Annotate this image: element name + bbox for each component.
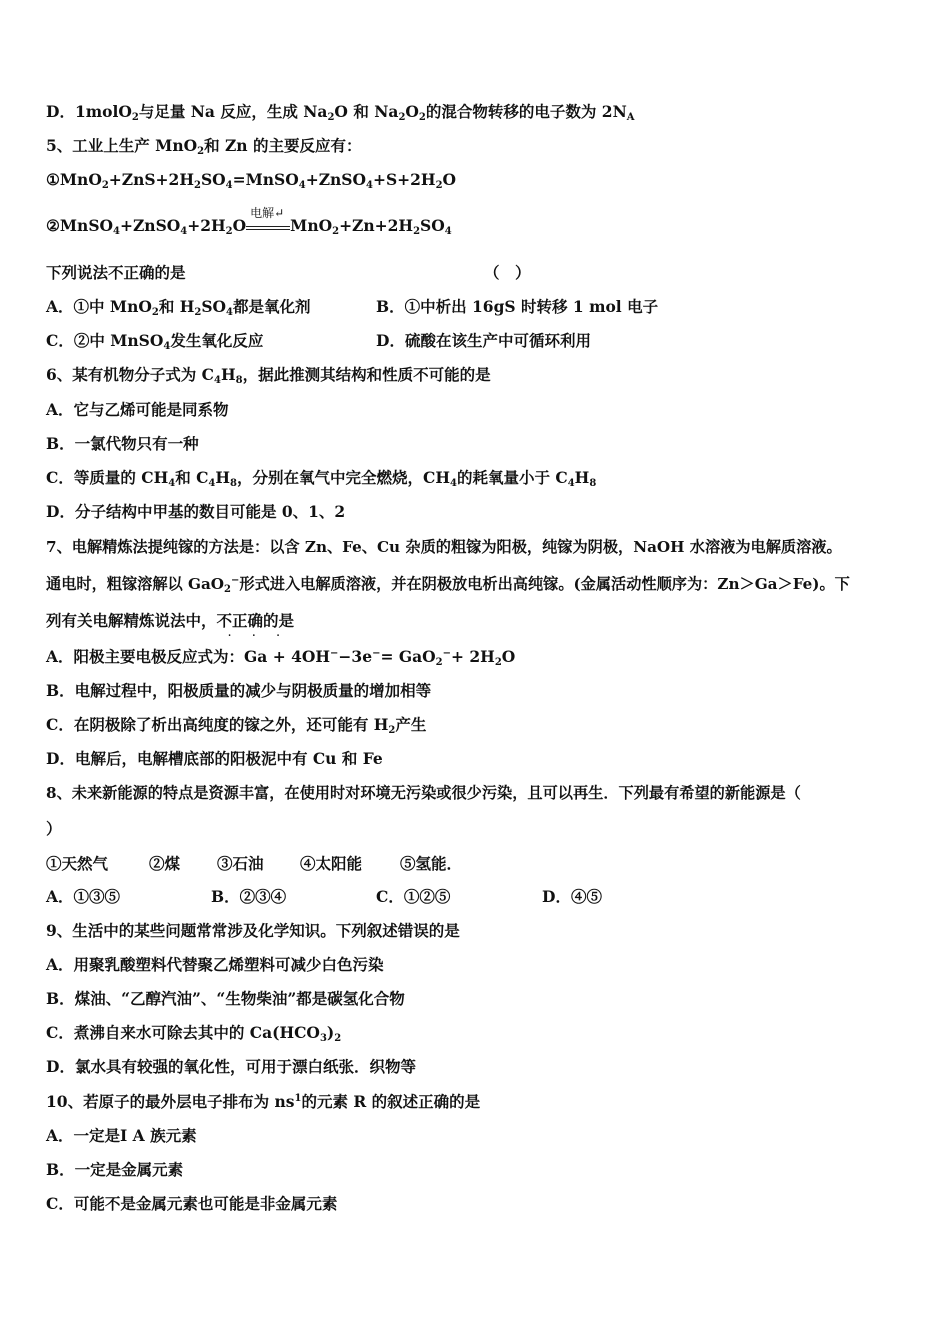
q7-stem-line1: 7、电解精炼法提纯镓的方法是：以含 Zn、Fe、Cu 杂质的粗镓为阳极，纯镓为阴极，NaOH 水溶液为电解质溶液。: [46, 538, 842, 556]
q10-option-b: B．一定是金属元素: [46, 1160, 184, 1179]
answer-paren: （ ）: [484, 263, 531, 282]
q6-option-a: A．它与乙烯可能是同系物: [46, 400, 229, 419]
q8-stem-line1: 8、未来新能源的特点是资源丰富，在使用时对环境无污染或很少污染，且可以再生．下列最有希望的新能源是（: [46, 784, 801, 802]
q6-stem: 6、某有机物分子式为 $C_4H_8$，据此推测其结构和性质不可能的是: [46, 365, 491, 386]
q6-option-b: B．一氯代物只有一种: [46, 434, 199, 453]
q8-option-c: C．①②⑤: [376, 887, 451, 906]
reaction-2: $②MnSO_4+ZnSO_4+2H_2O$ 电解↵ $MnO_2+Zn+2H_2SO_4$: [46, 216, 452, 237]
electrolysis-label: 电解↵: [250, 206, 285, 220]
q4-option-d: D．1molO$_2$与足量 Na 反应，生成 $Na_2O$ 和 $Na_2O_2$的混合物转移的电子数为 $2N_A$: [46, 102, 635, 123]
q6-option-d: D．分子结构中甲基的数目可能是 0、1、2: [46, 502, 346, 521]
q9-option-a: A．用聚乳酸塑料代替聚乙烯塑料可减少白色污染: [46, 955, 384, 974]
emphasis-dots: . . .: [228, 629, 289, 639]
q7-stem-line2: 通电时，粗镓溶解以 GaO$_2$−形式进入电解质溶液，并在阴极放电析出高纯镓。(金属活动性顺序为：Zn＞Ga＞Fe)。下: [46, 575, 850, 595]
q5-options-ab: [46, 297, 906, 317]
q5-option-a: A．①中 MnO$_2$和 $H_2SO_4$都是氧化剂: [46, 297, 311, 318]
q10-option-a: A．一定是Ⅰ A 族元素: [46, 1126, 197, 1145]
q8-item-4: ④太阳能: [300, 854, 363, 873]
q7-stem-line3: 列有关电解精炼说法中，不正确的是: [46, 611, 295, 630]
q5-option-c: C．②中 MnSO$_4$发生氧化反应: [46, 331, 264, 352]
q8-option-d: D．④⑤: [542, 887, 602, 906]
q10-stem: 10、若原子的最外层电子排布为 $ns^1$的元素 R 的叙述正确的是: [46, 1092, 481, 1111]
q9-option-b: B．煤油、“乙醇汽油”、“生物柴油”都是碳氢化合物: [46, 989, 405, 1008]
q8-item-3: ③石油: [217, 854, 264, 873]
q9-stem: 9、生活中的某些问题常常涉及化学知识。下列叙述错误的是: [46, 921, 460, 940]
q5-option-b: B．①中析出 16gS 时转移 1 mol 电子: [376, 297, 659, 316]
q7-option-a: A．阳极主要电极反应式为：$Ga + 4OH^--3e^-= GaO_2^-+ 2H_2O$: [46, 647, 516, 668]
q8-item-2: ②煤: [149, 854, 181, 873]
q10-option-c: C．可能不是金属元素也可能是非金属元素: [46, 1194, 338, 1213]
q8-option-a: A．①③⑤: [46, 887, 121, 906]
q8-item-1: ①天然气: [46, 854, 109, 873]
q6-option-c: C．等质量的 $CH_4$和 $C_4H_8$，分别在氧气中完全燃烧，$CH_4$的耗氧量小于 $C_4H_8$: [46, 468, 597, 489]
q5-stem: 5、工业上生产 MnO$_2$和 Zn 的主要反应有：: [46, 136, 362, 157]
q9-option-c: C．煮沸自来水可除去其中的 $Ca(HCO_3)_2$: [46, 1023, 342, 1044]
q5-question: 下列说法不正确的是 （ ）: [46, 263, 531, 282]
q7-option-b: B．电解过程中，阳极质量的减少与阴极质量的增加相等: [46, 681, 432, 700]
q8-stem-line2: ）: [46, 819, 62, 838]
q8-option-b: B．②③④: [211, 887, 287, 906]
electrolysis-arrow: [246, 206, 290, 237]
q7-option-d: D．电解后，电解槽底部的阳极泥中有 Cu 和 Fe: [46, 749, 383, 768]
q5-option-d: D．硫酸在该生产中可循环利用: [376, 331, 591, 350]
q8-item-5: ⑤氢能．: [400, 854, 463, 873]
reaction-1: $①MnO_2+ZnS+2H_2SO_4=MnSO_4+ZnSO_4+S+2H_2O$: [46, 170, 457, 191]
q5-options-cd: [46, 331, 906, 351]
q9-option-d: D．氯水具有较强的氧化性，可用于漂白纸张．织物等: [46, 1057, 416, 1076]
q7-option-c: C．在阴极除了析出高纯度的镓之外，还可能有 $H_2$产生: [46, 715, 427, 736]
